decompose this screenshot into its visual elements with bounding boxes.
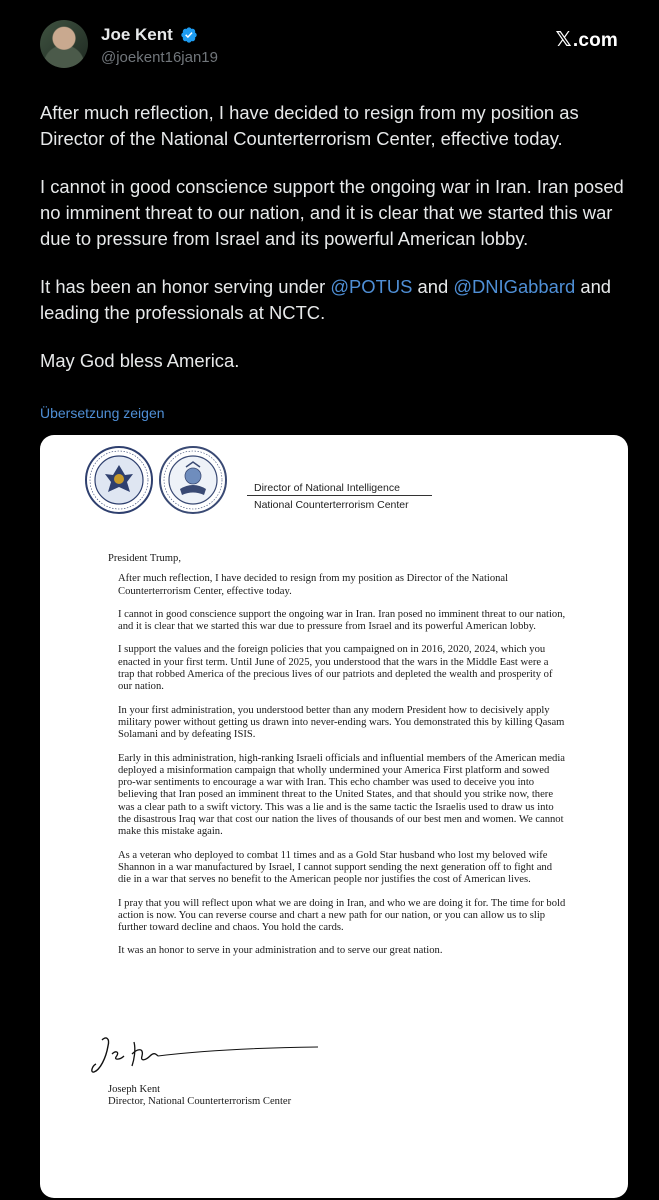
dni-seal-icon	[84, 445, 154, 515]
author-handle[interactable]: @joekent16jan19	[101, 49, 218, 66]
letterhead-divider	[247, 495, 432, 496]
letter-paragraph: It was an honor to serve in your administration and to serve our great nation.	[118, 945, 443, 957]
letter-paragraph: After much reflection, I have decided to resign from my position as Director of the National Counterterrorism Center, effective today.	[118, 573, 509, 597]
letter-signer	[108, 1084, 291, 1109]
letter-paragraph: As a veteran who deployed to combat 11 times and as a Gold Star husband who lost my beloved wife Shannon in a war manufactured by Israel, I cannot support sending the next generation off to fight and die in a war that serves no benefit to the American people nor justifies the cost of American lives.	[118, 849, 553, 886]
letter-paragraph: I pray that you will reflect upon what we are doing in Iran, and who we are doing it for. The time for bold action is now. You can reverse course and chart a new path for our nation, or you can allow us to slip further toward decline and chaos. You hold the cards.	[118, 897, 566, 934]
signer-title: Director, National Counterterrorism Center	[108, 1096, 292, 1108]
tweet-paragraph: May God bless America.	[40, 350, 240, 371]
tweet-paragraph: I cannot in good conscience support the ongoing war in Iran. Iran posed no imminent threat to our nation, and it is clear that we started this war due to pressure from Israel and its powerful American lobby.	[40, 176, 624, 249]
author-name-row[interactable]	[101, 25, 198, 45]
mention-dnigabbard-link[interactable]: @DNIGabbard	[453, 276, 576, 297]
tweet-text-segment: It has been an honor serving under	[40, 276, 331, 297]
letter-paragraph: Early in this administration, high-ranking Israeli officials and influential members of the American media deployed a misinformation campaign that wholly undermined your America First platform and sowed pro-war sentiments to encourage a war with Iran. This echo chamber was used to deceive you into believing that Iran posed an imminent threat to the United States, and that should you strike now, there was a clear path to a swift victory. This was a lie and is the same tactic the Israelis used to draw us into the disastrous Iraq war that cost our nation the lives of thousands of our best men and women. We cannot make this mistake again.	[118, 752, 565, 838]
letterhead-nctc: National Counterterrorism Center	[254, 499, 409, 511]
x-domain: .com	[572, 30, 618, 51]
show-translation-link[interactable]: Übersetzung zeigen	[40, 405, 165, 421]
tweet-header	[40, 20, 620, 72]
letter-paragraph: I cannot in good conscience support the ongoing war in Iran. Iran posed no imminent threat to our nation, and it is clear that we started this war due to pressure from Israel and its powerful American lobby.	[118, 608, 566, 633]
tweet-text	[40, 100, 625, 396]
signer-name: Joseph Kent	[108, 1084, 161, 1095]
mention-potus-link[interactable]: @POTUS	[330, 276, 413, 297]
handwritten-signature	[90, 1030, 320, 1078]
avatar[interactable]	[40, 20, 88, 68]
letter-body	[108, 553, 566, 969]
letterhead-dni: Director of National Intelligence	[254, 482, 400, 494]
letter-paragraph: I support the values and the foreign policies that you campaigned on in 2016, 2020, 2024, which you enacted in your first term. Until June of 2025, you understood that the wars in the Middle East were a trap that robbed America of the precious lives of our patriots and depleted the wealth and prosperity of our nation.	[118, 644, 553, 693]
nctc-seal-icon	[158, 445, 228, 515]
tweet-paragraph	[40, 274, 625, 326]
author-name[interactable]: Joe Kent	[101, 25, 173, 44]
tweet-text-segment: and leading the professionals at NCTC.	[40, 276, 612, 323]
tweet-paragraph: After much reflection, I have decided to resign from my position as Director of the National Counterterrorism Center, effective today.	[40, 102, 579, 149]
letter-salutation: President Trump,	[108, 553, 181, 564]
letter-paragraph: In your first administration, you understood better than any modern President how to decisively apply military power without getting us drawn into never-ending wars. You demonstrated this by killing Qasam Solamani and by defeating ISIS.	[118, 704, 565, 741]
tweet-text-segment: and	[412, 276, 454, 297]
x-logo	[556, 27, 618, 52]
x-icon: 𝕏	[555, 29, 572, 51]
attached-letter-image[interactable]	[40, 435, 628, 1198]
verified-badge-icon	[180, 26, 198, 44]
